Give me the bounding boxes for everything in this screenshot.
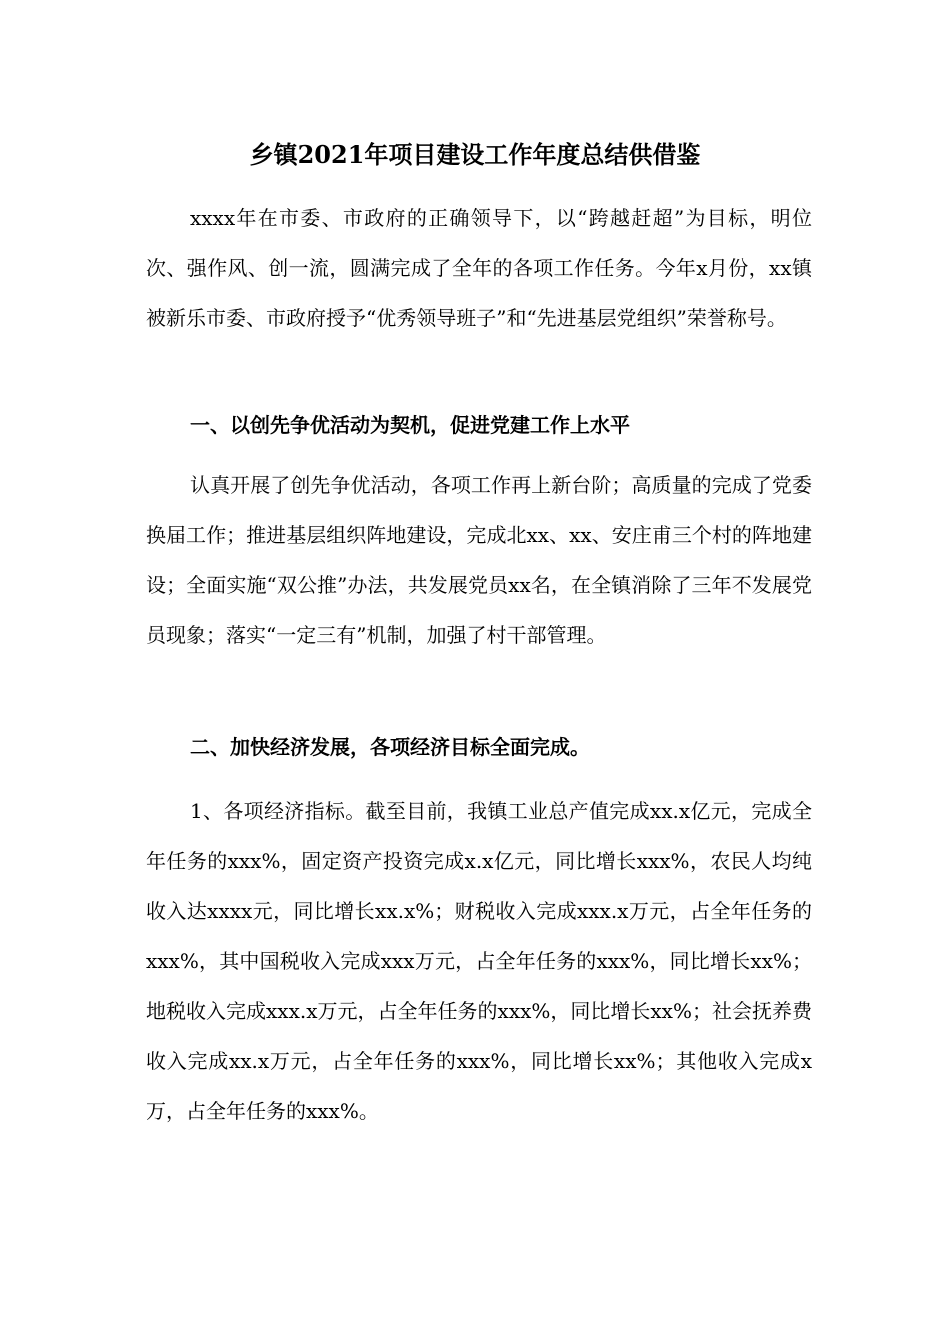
section-1-heading: 一、以创先争优活动为契机，促进党建工作上水平 bbox=[190, 413, 630, 437]
document-title: 乡镇2021年项目建设工作年度总结供借鉴 bbox=[249, 140, 701, 169]
section-1-body: 认真开展了创先争优活动，各项工作再上新台阶；高质量的完成了党委换届工作；推进基层组织阵地建设，完成北xx、xx、安庄甫三个村的阵地建设；全面实施“双公推”办法，共发展党员xx名，在全镇消除了三年不发展党员现象；落实“一定三有”机制，加强了村干部管理。 bbox=[146, 473, 812, 647]
section-2-heading: 二、加快经济发展，各项经济目标全面完成。 bbox=[190, 735, 590, 759]
section-2-body: 1、各项经济指标。截至目前，我镇工业总产值完成xx.x亿元，完成全年任务的xxx%，固定资产投资完成x.x亿元，同比增长xxx%，农民人均纯收入达xxxx元，同比增长xx.x%；财税收入完成xxx.x万元，占全年任务的xxx%，其中国税收入完成xxx万元，占全年任务的xxx%，同比增长xx%；地税收入完成xxx.x万元，占全年任务的xxx%，同比增长xx%；社会抚养费收入完成xx.x万元，占全年任务的xxx%，同比增长xx%；其他收入完成x万，占全年任务的xxx%。 bbox=[146, 799, 812, 1123]
intro-paragraph: xxxx年在市委、市政府的正确领导下，以“跨越赶超”为目标，明位次、强作风、创一流，圆满完成了全年的各项工作任务。今年x月份，xx镇被新乐市委、市政府授予“优秀领导班子”和“先进基层党组织”荣誉称号。 bbox=[146, 206, 812, 330]
